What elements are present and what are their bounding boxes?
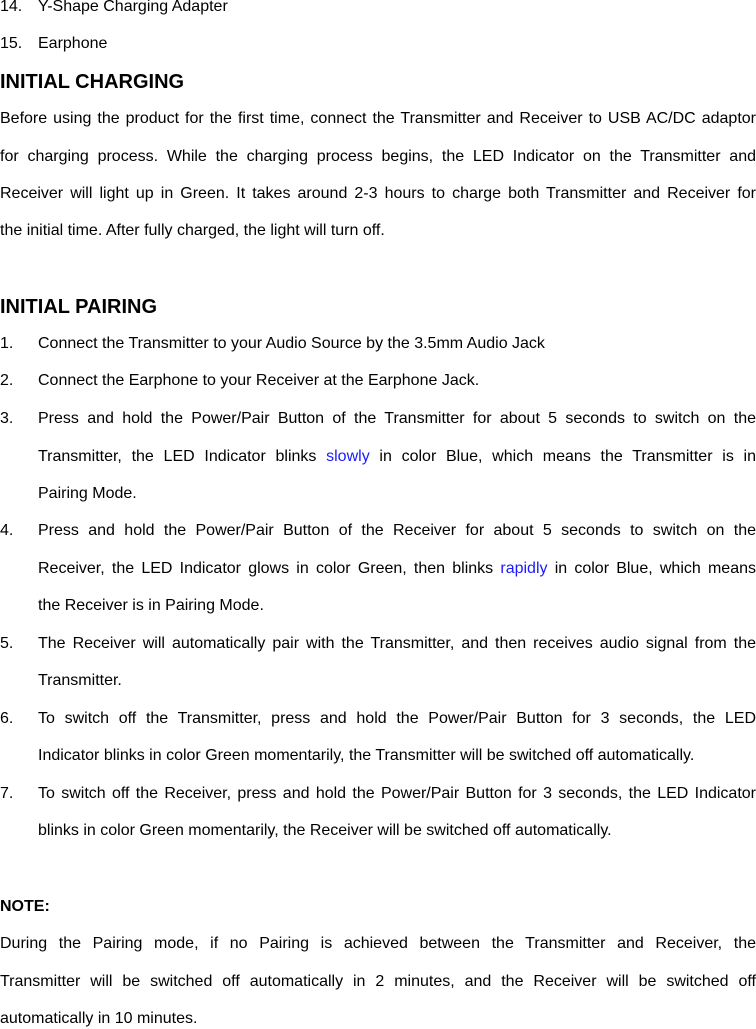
step-number: 7. [0,785,14,802]
charging-paragraph-line-4: the initial time. After fully charged, the light will turn off. [0,222,385,239]
step-text: Connect the Earphone to your Receiver at the Earphone Jack. [38,372,480,389]
list-item-text: Earphone [38,35,108,52]
note-line-3: automatically in 10 minutes. [0,1010,198,1027]
step-text: Connect the Transmitter to your Audio Source by the 3.5mm Audio Jack [38,335,545,352]
list-item-text: Y-Shape Charging Adapter [38,0,228,15]
highlight-rapidly: rapidly [500,560,548,577]
list-item-number: 14. [0,0,23,15]
step-number: 3. [0,410,14,427]
step-text-line-1: To switch off the Receiver, press and hold the Power/Pair Button for 3 seconds, the LED Indicator [38,785,756,802]
list-item-number: 15. [0,35,23,52]
step-text-line-1: Press and hold the Power/Pair Button of the Transmitter for about 5 seconds to switch on the [38,410,756,427]
section-heading-initial-charging: INITIAL CHARGING [0,71,185,93]
step-text-line-1: The Receiver will automatically pair with the Transmitter, and then receives audio signal from the [38,635,756,652]
step-number: 4. [0,522,14,539]
step-number: 1. [0,335,14,352]
note-heading: NOTE: [0,898,50,915]
step-number: 5. [0,635,14,652]
step-number: 2. [0,372,14,389]
step-text-line-1: Press and hold the Power/Pair Button of the Receiver for about 5 seconds to switch on the [38,522,756,539]
section-heading-initial-pairing: INITIAL PAIRING [0,296,158,318]
highlight-slowly: slowly [326,448,370,465]
step-text-line-1: To switch off the Transmitter, press and hold the Power/Pair Button for 3 seconds, the LED [38,710,756,727]
step-number: 6. [0,710,14,727]
